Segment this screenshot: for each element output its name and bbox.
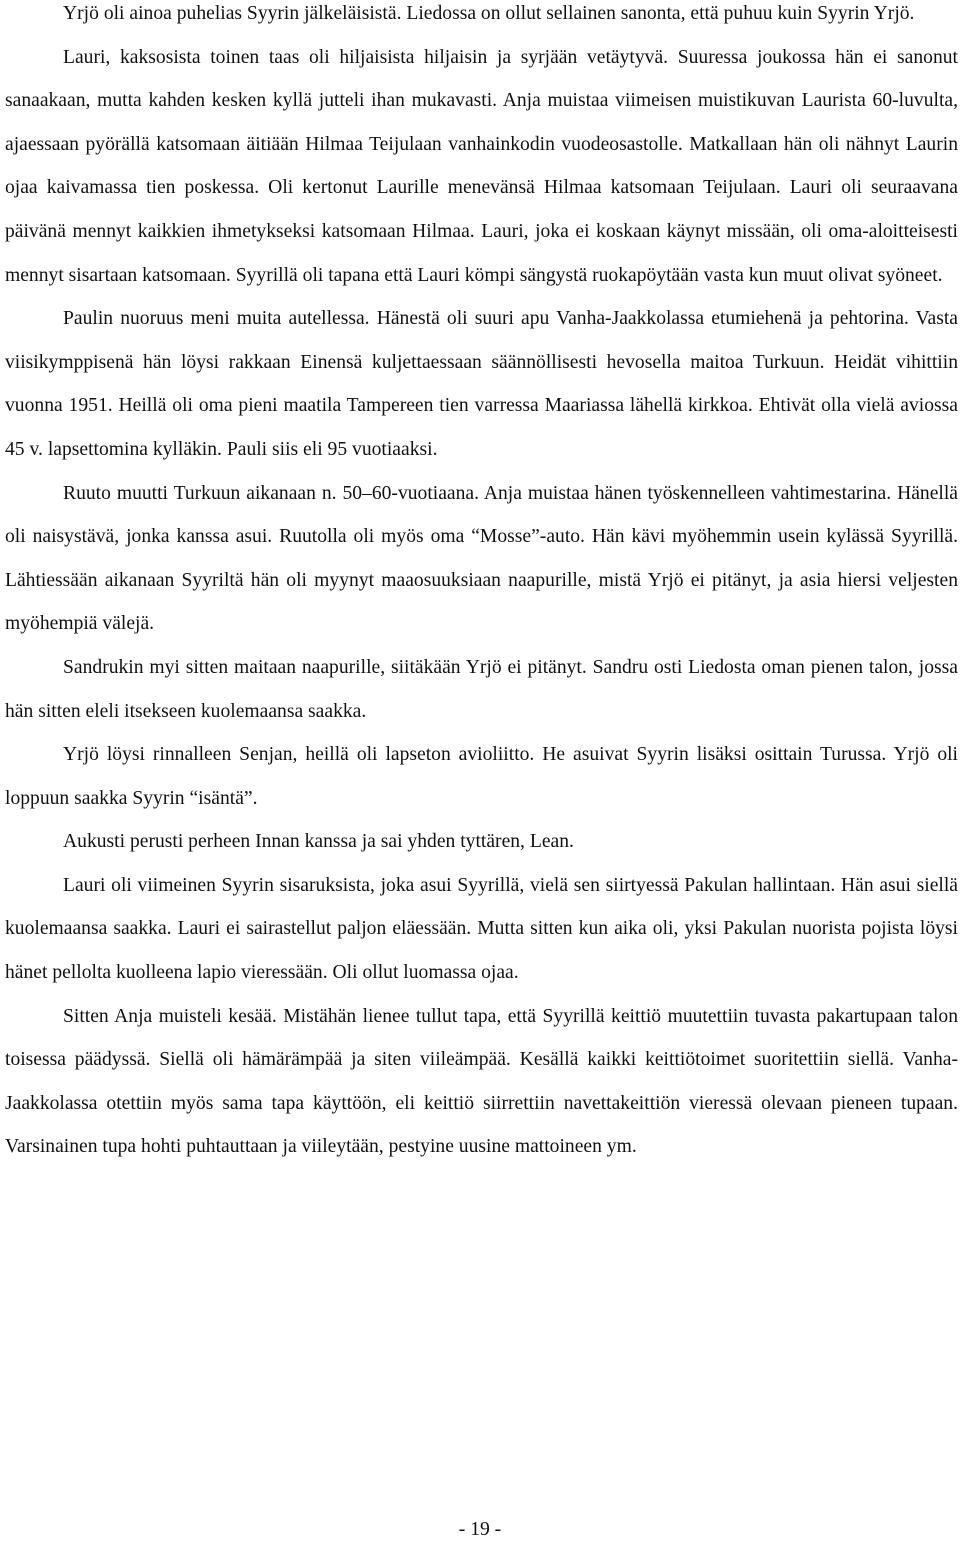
page-number: - 19 - — [458, 1519, 502, 1540]
paragraph-lauri-kaksonen: Lauri, kaksosista toinen taas oli hiljaisista hiljaisin ja syrjään vetäytyvä. Suuressa joukossa hän ei sanonut sanaakaan, mutta kahden kesken kyllä jutteli ihan mukavasti. Anja muistaa viimeisen muistikuvan Laurista 60-luvulta, ajaessaan pyörällä katsomaan äitiään Hilmaa Teijulaan vanhainkodin vuodeosastolle. Matkallaan hän oli nähnyt Laurin ojaa kaivamassa tien poskessa. Oli kertonut Laurille menevänsä Hilmaa katsomaan Teijulaan. Lauri oli seuraavana päivänä mennyt kaikkien ihmetykseksi katsomaan Hilmaa. Lauri, joka ei koskaan käynyt missään, oli oma-aloitteisesti mennyt sisartaan katsomaan. Syyrillä oli tapana että Lauri kömpi sängystä ruokapöytään vasta kun muut olivat syöneet. — [5, 46, 958, 286]
paragraph-aukusti: Aukusti perusti perheen Innan kanssa ja sai yhden tyttären, Lean. — [63, 831, 574, 853]
paragraph-lauri-viimeinen: Lauri oli viimeinen Syyrin sisaruksista, joka asui Syyrillä, vielä sen siirtyessä Pakulan hallintaan. Hän asui siellä kuolemaansa saakka. Lauri ei sairastellut paljon eläessään. Mutta sitten kun aika oli, yksi Pakulan nuorista pojista löysi hänet pellolta kuolleena lapio vieressään. Oli ollut luomassa ojaa. — [5, 874, 958, 984]
paragraph-ruuto: Ruuto muutti Turkuun aikanaan n. 50–60-vuotiaana. Anja muistaa hänen työskennelleen vahtimestarina. Hänellä oli naisystävä, jonka kanssa asui. Ruutolla oli myös oma “Mosse”-auto. Hän kävi myöhemmin usein kylässä Syyrillä. Lähtiessään aikanaan Syyriltä hän oli myynyt maaosuuksiaan naapurille, mistä Yrjö ei pitänyt, ja asia hiersi veljesten myöhempiä välejä. — [5, 482, 958, 635]
paragraph-pauli: Paulin nuoruus meni muita autellessa. Hänestä oli suuri apu Vanha-Jaakkolassa etumiehenä ja pehtorina. Vasta viisikymppisenä hän löysi rakkaan Einensä kuljettaessaan säännöllisesti hevosella maitoa Turkuun. Heidät vihittiin vuonna 1951. Heillä oli oma pieni maatila Tampereen tien varressa Maariassa lähellä kirkkoa. Ehtivät olla vielä aviossa 45 v. lapsettomina kylläkin. Pauli siis eli 95 vuotiaaksi. — [5, 308, 958, 460]
paragraph-kesakeittio: Sitten Anja muisteli kesää. Mistähän lienee tullut tapa, että Syyrillä keittiö muutettiin tuvasta pakartupaan talon toisessa päädyssä. Siellä oli hämärämpää ja siten viileämpää. Kesällä kaikki keittiötoimet suoritettiin siellä. Vanha-Jaakkolassa otettiin myös sama tapa käyttöön, eli keittiö siirrettiin navettakeittiön vieressä olevaan pieneen tupaan. Varsinainen tupa hohti puhtauttaan ja viileytään, pestyine uusine mattoineen ym. — [5, 1005, 958, 1158]
paragraph-yrjo-senja: Yrjö löysi rinnalleen Senjan, heillä oli lapseton avioliitto. He asuivat Syyrin lisäksi osittain Turussa. Yrjö oli loppuun saakka Syyrin “isäntä”. — [5, 744, 958, 809]
document-body — [5, 0, 958, 1169]
paragraph-sandru: Sandrukin myi sitten maitaan naapurille, siitäkään Yrjö ei pitänyt. Sandru osti Liedosta oman pienen talon, jossa hän sitten eleli itsekseen kuolemaansa saakka. — [5, 656, 958, 722]
paragraph-yrjo-puhelias: Yrjö oli ainoa puhelias Syyrin jälkeläisistä. Liedossa on ollut sellainen sanonta, että puhuu kuin Syyrin Yrjö. — [63, 3, 915, 24]
